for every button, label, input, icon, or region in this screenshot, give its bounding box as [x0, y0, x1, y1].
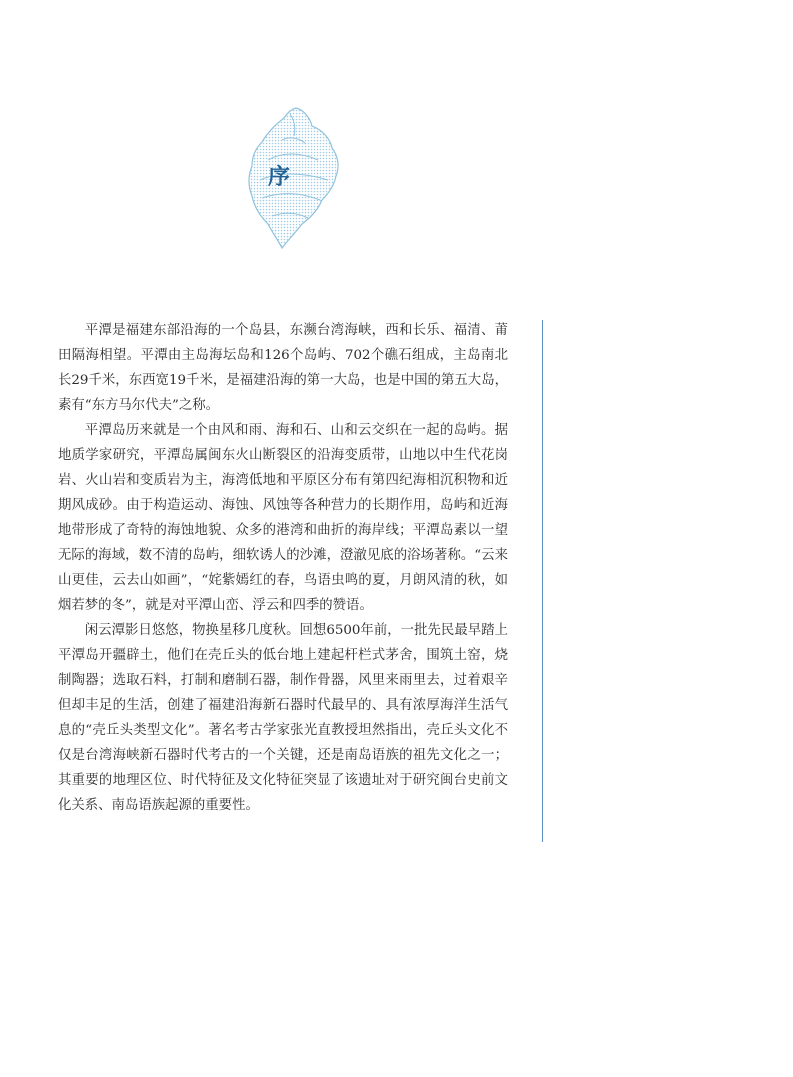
seashell-icon — [238, 100, 348, 250]
paragraph: 平潭是福建东部沿海的一个岛县，东濒台湾海峡，西和长乐、福清、莆田隔海相望。平潭由主岛海坛岛和126个岛屿、702个礁石组成，主岛南北长29千米，东西宽19千米，是福建沿海的第一大岛，也是中国的第五大岛，素有“东方马尔代夫”之称。 — [58, 323, 508, 413]
body-text — [58, 318, 508, 818]
paragraph: 闲云潭影日悠悠，物换星移几度秋。回想6500年前，一批先民最早踏上平潭岛开疆辟土，他们在壳丘头的低台地上建起杆栏式茅舍，围筑土窑，烧制陶器；选取石料，打制和磨制石器，制作骨器，风里来雨里去，过着艰辛但却丰足的生活，创建了福建沿海新石器时代最早的、具有浓厚海洋生活气息的“壳丘头类型文化”。著名考古学家张光直教授坦然指出，壳丘头文化不仅是台湾海峡新石器时代考古的一个关键，还是南岛语族的祖先文化之一；其重要的地理区位、时代特征及文化特征突显了该遗址对于研究闽台史前文化关系、南岛语族起源的重要性。 — [58, 623, 508, 813]
paragraph: 平潭岛历来就是一个由风和雨、海和石、山和云交织在一起的岛屿。据地质学家研究，平潭岛属闽东火山断裂区的沿海变质带，山地以中生代花岗岩、火山岩和变质岩为主，海湾低地和平原区分布有第四纪海相沉积物和近期风成砂。由于构造运动、海蚀、风蚀等各种营力的长期作用，岛屿和近海地带形成了奇特的海蚀地貌、众多的港湾和曲折的海岸线；平潭岛素以一望无际的海域，数不清的岛屿，细软诱人的沙滩，澄澈见底的浴场著称。“云来山更佳，云去山如画”，“姹紫嫣红的春，鸟语虫鸣的夏，月朗风清的秋，如烟若梦的冬”，就是对平潭山峦、浮云和四季的赞语。 — [58, 423, 508, 613]
page-title: 序 — [268, 164, 291, 190]
vertical-divider — [542, 320, 543, 842]
